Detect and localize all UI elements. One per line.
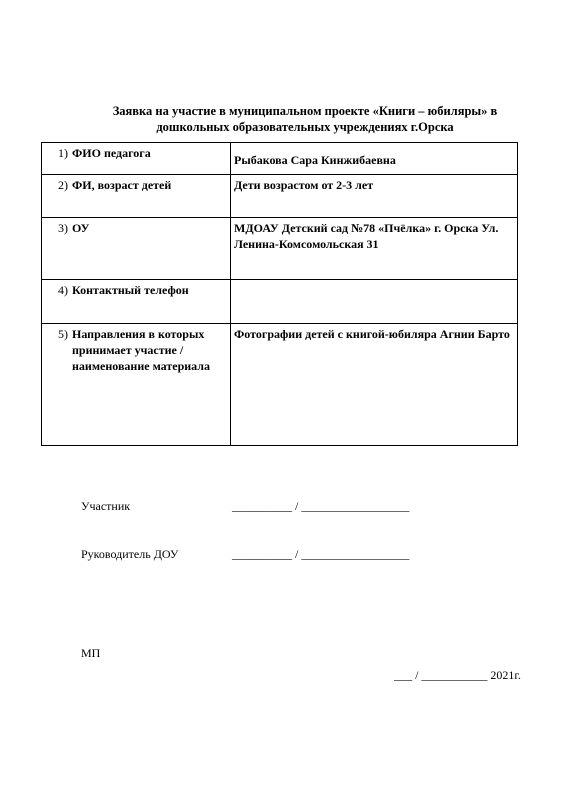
field-value-teacher-name: Рыбакова Сара Кинжибаевна <box>234 153 396 167</box>
row-number: 4) <box>58 283 68 297</box>
document-title <box>70 103 540 135</box>
date-line: ___ / ___________ 2021г. <box>394 668 521 682</box>
director-label: Руководитель ДОУ <box>81 547 179 561</box>
field-label-phone: Контактный телефон <box>72 283 189 297</box>
table-row <box>42 218 518 280</box>
director-signature-line: __________ / __________________ <box>232 547 410 561</box>
row-number: 5) <box>58 327 68 341</box>
title-line-2: дошкольных образовательных учреждениях г.Орска <box>156 120 454 134</box>
field-label-children-age: ФИ, возраст детей <box>72 178 172 192</box>
application-table <box>41 142 518 446</box>
field-value-children-age: Дети возрастом от 2-3 лет <box>234 178 374 192</box>
table-row <box>42 324 518 446</box>
title-line-1: Заявка на участие в муниципальном проекте «Книги – юбиляры» в <box>112 104 498 118</box>
table-row <box>42 143 518 175</box>
field-label-directions: Направления в которых принимает участие / наименование материала <box>72 327 211 373</box>
field-value-directions: Фотографии детей с книгой-юбиляра Агнии Барто <box>234 327 510 341</box>
field-value-phone <box>231 280 517 282</box>
table-row <box>42 175 518 218</box>
row-number: 3) <box>58 221 68 235</box>
stamp-placeholder: МП <box>81 646 101 660</box>
row-number: 1) <box>58 146 68 160</box>
field-label-institution: ОУ <box>72 221 90 235</box>
row-number: 2) <box>58 178 68 192</box>
field-label-teacher-name: ФИО педагога <box>72 146 151 160</box>
participant-label: Участник <box>81 499 131 513</box>
field-value-institution: МДОАУ Детский сад №78 «Пчёлка» г. Орска Ул. Ленина-Комсомольская 31 <box>234 221 499 251</box>
table-row <box>42 280 518 324</box>
participant-signature-line: __________ / __________________ <box>232 499 410 513</box>
